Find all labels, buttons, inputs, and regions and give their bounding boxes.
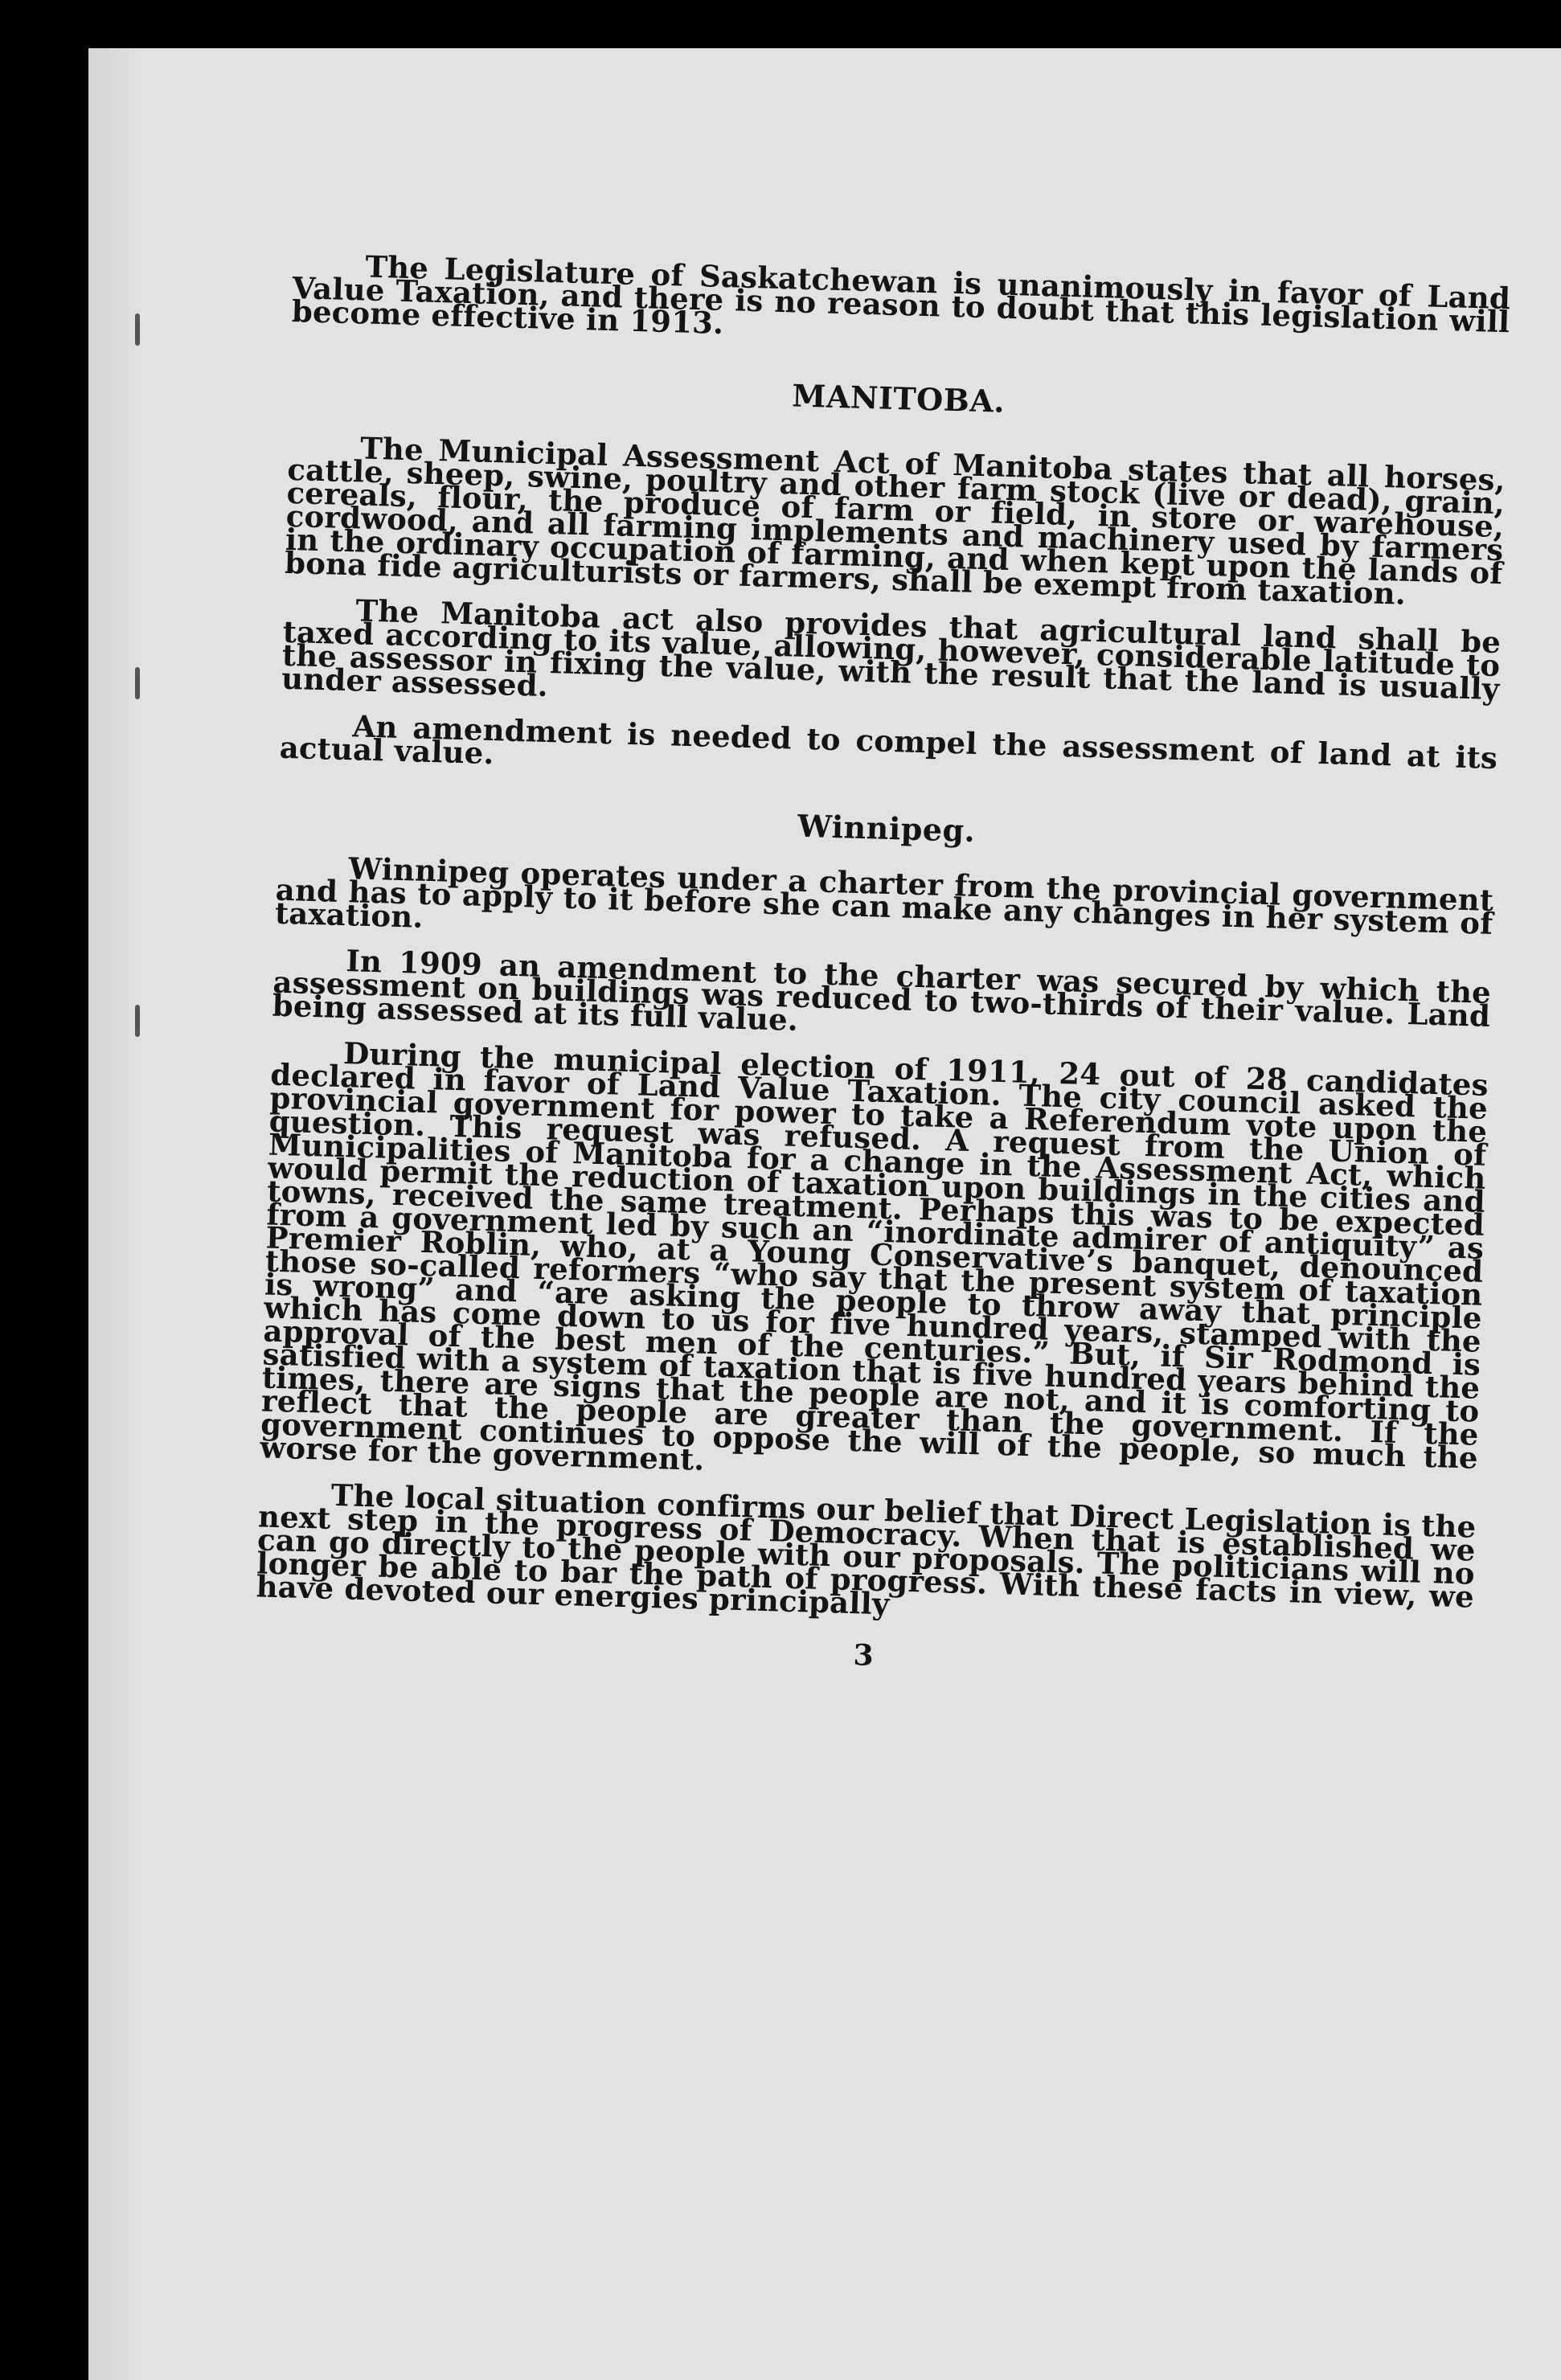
paragraph-manitoba-3: An amendment is needed to compel the assessment of land at its actual value.: [279, 708, 1498, 776]
binding-mark: [135, 313, 140, 346]
paragraph-manitoba-2: The Manitoba act also provides that agricultural land shall be taxed according to its value, allowing, however, considerable latitude to the assessor in fixing the value, with the result that the land is usually under assessed.: [281, 592, 1502, 707]
paragraph-winnipeg-4: The local situation confirms our belief that Direct Legislation is the next step in the progress of Democracy. When that is established we can go directly to the people with our proposals. The politicians will no longer be able to bar the path of progress. With these facts in view, we have devoted our energies principally: [256, 1477, 1477, 1622]
scanned-page: [88, 48, 1561, 2380]
page-text-body: [254, 248, 1511, 1685]
paragraph-winnipeg-3: During the municipal election of 1911, 24 out of 28 candidates declared in favor of Land Value Taxation. The city council asked the provincial government for power to take a Referendum vote upon the question. This request was refused. A request from the Union of Municipalities of Manitoba for a change in the Assessment Act, which would permit the reduction of taxation upon buildings in the cities and towns, received the same treatment. Perhaps this was to be expected from a government led by such an “inordinate admirer of antiquity” as Premier Roblin, who, at a Young Conservative’s banquet, denounced those so-called reformers “who say that the present system of taxation is wrong” and “are asking the people to throw away that principle which has come down to us for five hundred years, stamped with the approval of the best men of the centuries.” But, if Sir Rodmond is satisfied with a system of taxation that is five hundred years behind the times, there are signs that the people are not, and it is comforting to reflect that the people are greater than the government. If the government continues to oppose the will of the people, so much the worse for the government.: [259, 1035, 1489, 1477]
paragraph-winnipeg-1: Winnipeg operates under a charter from the provincial government and has to apply to it before she can make any changes in her system of taxation.: [274, 850, 1494, 941]
heading-winnipeg: Winnipeg.: [797, 807, 976, 849]
paragraph-intro: The Legislature of Saskatchewan is unanimously in favor of Land Value Taxation, and there is no reason to doubt that this legislation will become effective in 1913.: [291, 248, 1511, 341]
paragraph-manitoba-1: The Municipal Assessment Act of Manitoba states that all horses, cattle, sheep, swine, poultry and other farm stock (live or dead), grain, cereals, flour, the produce of farm or field, in store or warehouse, cordwood, and all farming implements and machinery used by farmers in the ordinary occupation of farming, and when kept upon the lands of bona fide agriculturists or farmers, shall be exempt from taxation.: [284, 430, 1506, 612]
page-edge-shadow: [88, 48, 145, 2380]
paragraph-winnipeg-2: In 1909 an amendment to the charter was secured by which the assessment on buildings was reduced to two-thirds of their value. Land being assessed at its full value.: [272, 943, 1492, 1038]
binding-mark: [135, 667, 140, 699]
page-number: 3: [852, 1638, 875, 1673]
heading-manitoba: MANITOBA.: [791, 377, 1006, 420]
binding-mark: [135, 1005, 140, 1037]
